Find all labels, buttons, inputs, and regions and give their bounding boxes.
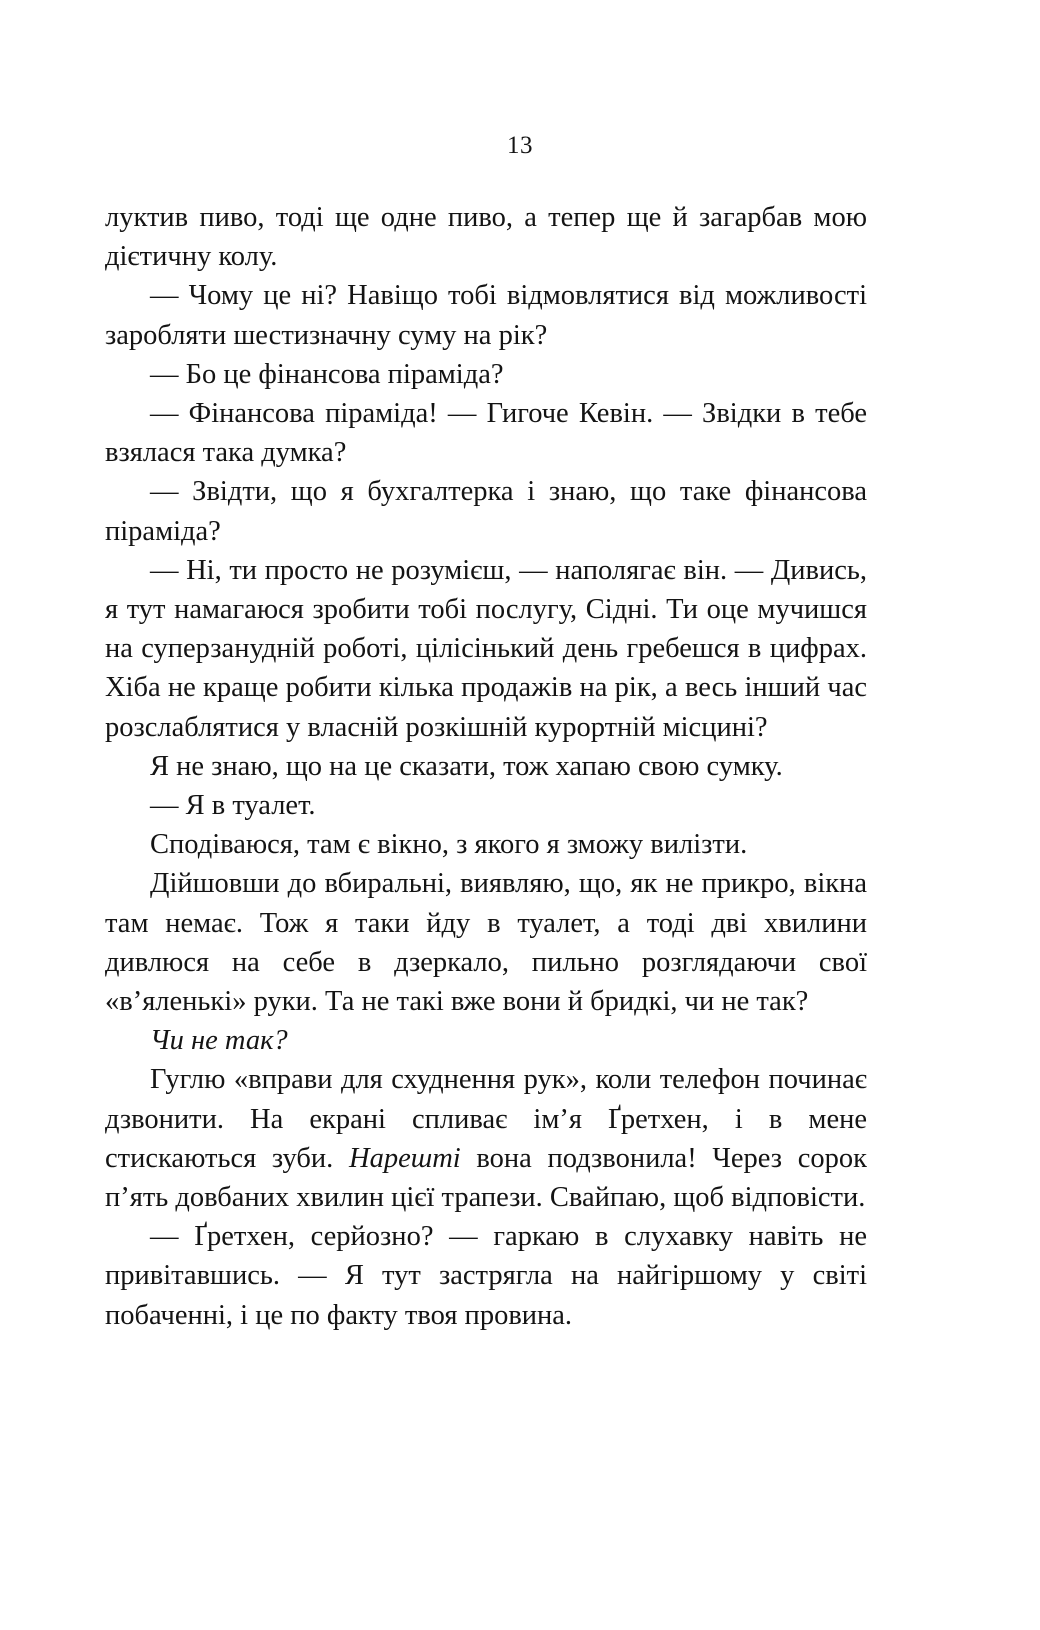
paragraph-dialogue: — Фінансова піраміда! — Гигоче Кевін. — Звідки в тебе взялася така думка? <box>105 398 867 469</box>
emphasized-word: Нарешті <box>348 1142 461 1174</box>
paragraph-dialogue: — Ґретхен, серйозно? — гаркаю в слухавку навіть не привітавшись. — Я тут застрягла на найгіршому у світі побаченні, і це по факту твоя провина. <box>105 1221 867 1331</box>
paragraph-text-after-italic: вона подзвонила! Через сорок п’ять довбаних хвилин цієї трапези. Свайпаю, щоб відповісти. <box>105 1142 867 1214</box>
paragraph-dialogue: — Чому це ні? Навіщо тобі відмовлятися від можливості заробляти шестизначну суму на рік? <box>105 280 867 351</box>
body-text-block <box>105 198 867 1335</box>
paragraph-narration: Сподіваюся, там є вікно, з якого я зможу вилізти. <box>150 829 748 861</box>
paragraph-italic-aside: Чи не так? <box>150 1025 288 1057</box>
paragraph-dialogue: — Я в туалет. <box>150 790 316 822</box>
paragraph-text-before-italic: Гуглю «вправи для схуднення рук», коли телефон починає дзвонити. На екрані спливає ім’я Ґретхен, і в мене стискаються зуби. <box>105 1064 867 1174</box>
paragraph-dialogue: — Звідти, що я бухгалтерка і знаю, що таке фінансова піраміда? <box>105 476 867 547</box>
paragraph-dialogue: — Бо це фінансова піраміда? <box>150 358 504 390</box>
paragraph-narration-mixed <box>105 1060 867 1217</box>
paragraph-continuation: луктив пиво, тоді ще одне пиво, а тепер ще й загарбав мою дієтичну колу. <box>105 202 867 273</box>
page-number: 13 <box>507 132 533 159</box>
paragraph-dialogue: — Ні, ти просто не розумієш, — наполягає він. — Дивись, я тут намагаюся зробити тобі послугу, Сідні. Ти оце мучишся на суперзанудній роботі, цілісінький день гребешся в цифрах. Хіба не краще робити кілька продажів на рік, а весь інший час розслаблятися у власній розкішній курортній місцині? <box>105 554 867 743</box>
paragraph-narration: Дійшовши до вбиральні, виявляю, що, як не прикро, вікна там немає. Тож я таки йду в туалет, а тоді дві хвилини дивлюся на себе в дзеркало, пильно розглядаючи свої «в’яленькі» руки. Та не такі вже вони й бридкі, чи не так? <box>105 868 867 1018</box>
paragraph-narration: Я не знаю, що на це сказати, тож хапаю свою сумку. <box>150 750 783 782</box>
